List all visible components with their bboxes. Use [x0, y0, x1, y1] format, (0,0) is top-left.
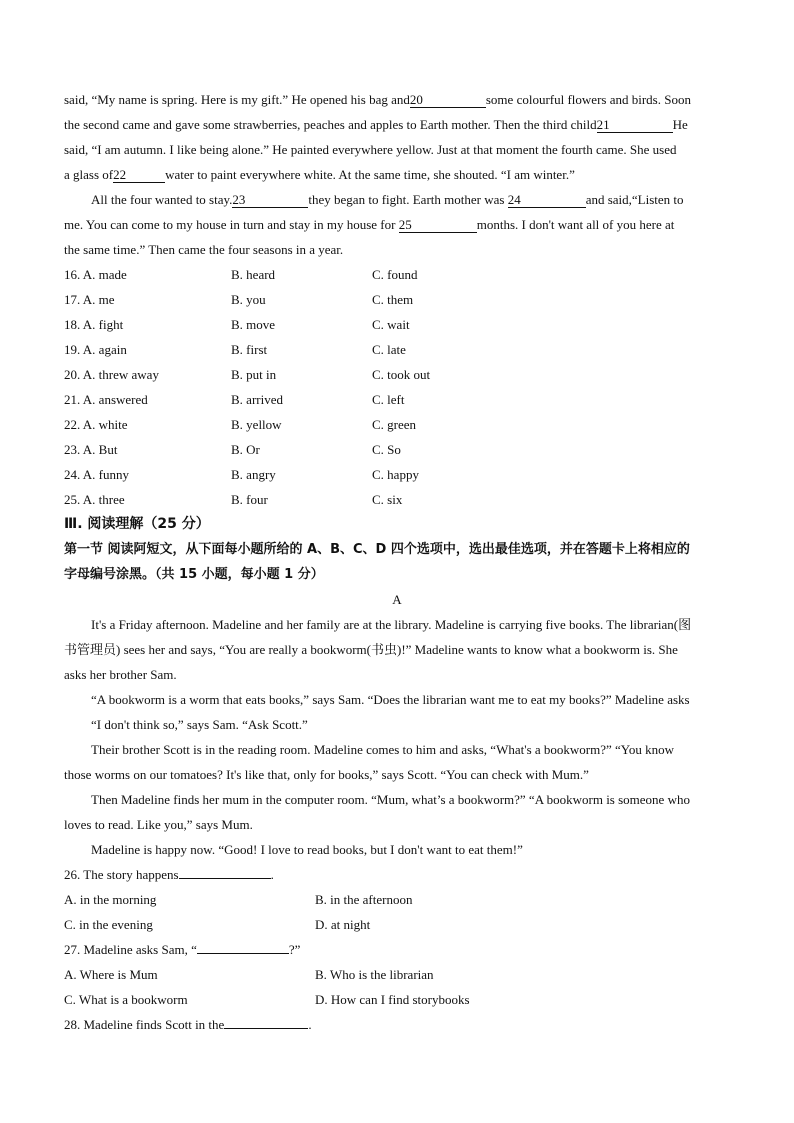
cloze-options [64, 262, 730, 512]
option-row: 16. A. made B. heard C. found [64, 267, 418, 282]
option-row: 21. A. answered B. arrived C. left [64, 392, 405, 407]
answer-blank [197, 938, 289, 954]
blank-22: 22 [113, 167, 165, 183]
question-26: 26. The story happens . [64, 862, 730, 887]
cloze-line: me. You can come to my house in turn and stay in my house for 25 months. I don't want all of you here at [64, 217, 675, 232]
option-row: 18. A. fight B. move C. wait [64, 317, 410, 332]
question-26-options-row: A. in the morning B. in the afternoon [64, 892, 413, 907]
question-27-options-row: C. What is a bookworm D. How can I find storybooks [64, 992, 470, 1007]
question-27-options-row: A. Where is Mum B. Who is the librarian [64, 967, 434, 982]
option-row: 25. A. three B. four C. six [64, 492, 403, 507]
option-row: 20. A. threw away B. put in C. took out [64, 367, 431, 382]
blank-25: 25 [399, 217, 477, 233]
option-row: 17. A. me B. you C. them [64, 292, 414, 307]
blank-21: 21 [597, 117, 673, 133]
cloze-paragraph-1 [64, 87, 730, 187]
passage-label: A [392, 592, 402, 607]
answer-blank [224, 1013, 308, 1029]
answer-blank [179, 863, 271, 879]
option-row: 19. A. again B. first C. late [64, 342, 406, 357]
cloze-paragraph-2 [64, 187, 730, 262]
cloze-line: the second came and gave some strawberries, peaches and apples to Earth mother. Then the third child21 He [64, 117, 688, 132]
question-27: 27. Madeline asks Sam, “ ?” [64, 937, 730, 962]
cloze-line: said, “My name is spring. Here is my gift.” He opened his bag and20 some colourful flowers and birds. Soon [64, 92, 691, 107]
cloze-line: All the four wanted to stay.23 they began to fight. Earth mother was 24 and said,“Listen to [91, 192, 684, 207]
section-instructions: 第一节 阅读阿短文，从下面每小题所给的 A、B、C、D 四个选项中，选出最佳选项，并在答题卡上将相应的 字母编号涂黑。（共 15 小题，每小题 1 分） [64, 542, 690, 582]
cloze-line: a glass of22 water to paint everywhere white. At the same time, she shouted. “I am winter.” [64, 167, 575, 182]
section-title: Ⅲ. 阅读理解（25 分） [64, 516, 210, 532]
cloze-line: the same time.” Then came the four seasons in a year. [64, 242, 344, 257]
question-28: 28. Madeline finds Scott in the . [64, 1012, 730, 1037]
option-row: 24. A. funny B. angry C. happy [64, 467, 419, 482]
blank-23: 23 [232, 192, 308, 208]
blank-24: 24 [508, 192, 586, 208]
question-26-options-row: C. in the evening D. at night [64, 917, 371, 932]
blank-20: 20 [410, 92, 486, 108]
option-row: 23. A. But B. Or C. So [64, 442, 401, 457]
option-row: 22. A. white B. yellow C. green [64, 417, 417, 432]
reading-passage-a: It's a Friday afternoon. Madeline and her family are at the library. Madeline is carrying five books. The librarian(图 书管理员) sees her and says, “You are really a bookworm(书虫)!” Madeline wants to know what a bookworm is. She asks her brother Sam. “A bookworm is a worm that eats books,” says Sam. “Does the librarian want me to eat my books?” Madeline asks “I don't think so,” says Sam. “Ask Scott.” Their brother Scott is in the reading room. Madeline comes to him and asks, “What's a bookworm?” “You know those worms on our tomatoes? It's like that, only for books,” says Scott. “You can check with Mum.” Then Madeline finds her mum in the computer room. “Mum, what’s a bookworm?” “A bookworm is someone who loves to read. Like you,” says Mum. Madeline is happy now. “Good! I love to read books, but I don't want to eat them!” [64, 617, 692, 857]
cloze-line: said, “I am autumn. I like being alone.” He painted everywhere yellow. Just at that moment the fourth came. She used [64, 142, 677, 157]
